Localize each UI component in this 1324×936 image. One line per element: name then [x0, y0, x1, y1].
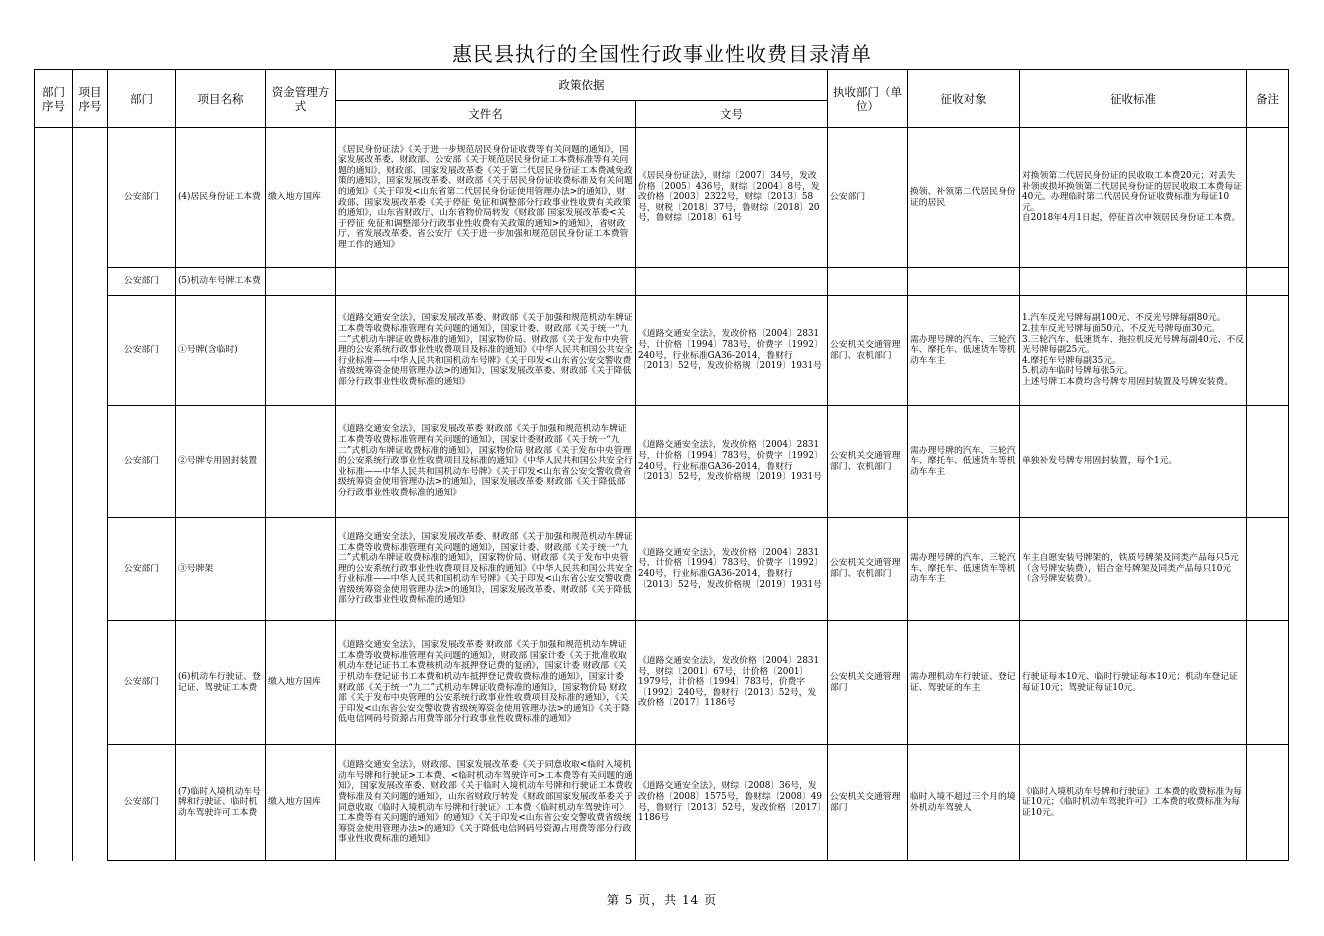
table-row: [35, 745, 1289, 861]
standard-cell: 单独补发号牌专用固封装置，每个1元。: [1020, 406, 1247, 518]
dept-cell: 公安部门: [108, 518, 176, 621]
standard-cell: 1.汽车反光号牌每副100元、不反光号牌每副80元。 2.挂车反光号牌每面50元、不反光号牌每面30元。 3.三轮汽车、低速货车、拖拉机反光号牌每副40元、不反光号牌每副25元。 4.摩托车号牌每副35元。 5.机动车临时号牌每张5元。 上述号牌工本费均含号牌专用固封装置及号牌安装费。: [1020, 296, 1247, 406]
doc-name-cell: 《道路交通安全法》，国家发展改革委 财政部《关于加强和规范机动车牌证工本费等收费标准管理有关问题的通知》，财政部 国家计委《关于批准收取机动车登记证书工本费核机动车抵押登记费的复函》，国家计委 财政部《关于机动车登记证书工本费和机动车抵押登记费收费标准的通知》，国家计委 财政部《关于统一“九二”式机动车牌证收费标准的通知》，国家物价局 财政部《关于发布中央管理的公安系统行政事业性收费项目及标准的通知》，《关于印发<山东省公安交警收费省级统筹资金使用管理办法>的通知》《关于降低电信网码号资源占用费等部分行政事业性收费标准的通知》: [336, 621, 636, 745]
header-doc-name: 文件名: [336, 101, 636, 128]
target-cell: 需办理机动车行驶证、登记证、驾驶证的车主: [908, 621, 1020, 745]
fund-cell: [266, 296, 336, 406]
standard-cell: 车主自愿安装号牌架的，铁质号牌架及同类产品每只5元（含号牌安装费），铝合金号牌架及同类产品每只10元（含号牌安装费）。: [1020, 518, 1247, 621]
header-exec-dept: 执收部门（单位）: [828, 70, 908, 128]
target-cell: 临时入境不超过三个月的境外机动车驾驶人: [908, 745, 1020, 861]
standard-cell: [1020, 268, 1247, 296]
header-fund-mgmt: 资金管理方式: [266, 70, 336, 128]
item-name-cell: ②号牌专用固封装置: [176, 406, 266, 518]
remark-cell: [1247, 745, 1289, 861]
standard-cell: 《临时入境机动车号牌和行驶证》工本费的收费标准为每证10元；《临时机动车驾驶许可》工本费的收费标准为每证10元。: [1020, 745, 1247, 861]
remark-cell: [1247, 406, 1289, 518]
exec-dept-cell: 公安机关交通管理部门: [828, 621, 908, 745]
item-name-cell: (5)机动车号牌工本费: [176, 268, 266, 296]
fee-catalog-table: [34, 69, 1289, 861]
dept-cell: 公安部门: [108, 268, 176, 296]
page-number: 第 5 页，共 14 页: [606, 893, 718, 907]
exec-dept-cell: 公安机关交通管理部门、农机部门: [828, 296, 908, 406]
item-name-cell: ③号牌架: [176, 518, 266, 621]
target-cell: 需办理号牌的汽车、三轮汽车、摩托车、低速货车等机动车车主: [908, 296, 1020, 406]
table-row: [35, 128, 1289, 268]
fund-cell: [266, 518, 336, 621]
header-doc-no: 文号: [636, 101, 828, 128]
header-target: 征收对象: [908, 70, 1020, 128]
doc-no-cell: 《道路交通安全法》，发改价格〔2004〕2831号，计价格〔1994〕783号，价费字〔1992〕240号，行业标准GA36-2014，鲁财行〔2013〕52号，发改价格规〔2019〕1931号: [636, 518, 828, 621]
table-row: [35, 296, 1289, 406]
remark-cell: [1247, 518, 1289, 621]
doc-name-cell: 《居民身份证法》《关于进一步规范居民身份证收费等有关问题的通知》，国家发展改革委、财政部、公安部《关于规范居民身份证工本费标准等有关问题的通知》，财政部、国家发展改革委《关于第二代居民身份证工本费减免政策的通知》，国家发展改革委、财政部《关于居民身份证收费标准及有关问题的通知》《关于印发<山东省第二代居民身份证使用管理办法>的通知》，财政部、国家发展改革委《关于停征 免征和调整部分行政事业性收费有关政策的通知》，山东省财政厅、山东省物价局转发《财政部 国家发展改革委<关于停征 免征和调整部分行政事业性收费有关政策的通知>的通知》，省财政厅、省发展改革委、省公安厅《关于进一步加强和规范居民身份证工本费管理工作的通知》: [336, 128, 636, 268]
exec-dept-cell: 公安部门: [828, 128, 908, 268]
standard-cell: 对换领第二代居民身份证的民收取工本费20元；对丢失补领或损坏换领第二代居民身份证的居民收取工本费每证40元。办理临时第二代居民身份证收费标准为每证10元。 自2018年4月1日起，停征首次申领居民身份证工本费。: [1020, 128, 1247, 268]
fund-cell: 缴入地方国库: [266, 745, 336, 861]
header-item-name: 项目名称: [176, 70, 266, 128]
exec-dept-cell: [828, 268, 908, 296]
fund-cell: [266, 268, 336, 296]
dept-cell: 公安部门: [108, 128, 176, 268]
exec-dept-cell: 公安机关交通管理部门、农机部门: [828, 518, 908, 621]
page-title: 惠民县执行的全国性行政事业性收费目录清单: [452, 42, 872, 66]
item-seq-cell: [73, 128, 108, 861]
doc-no-cell: 《道路交通安全法》，发改价格〔2004〕2831号，财综〔2001〕67号，计价格〔2001〕1979号，计价格〔1994〕783号，价费字〔1992〕240号，鲁财行〔2013〕52号，发改价格〔2017〕1186号: [636, 621, 828, 745]
dept-cell: 公安部门: [108, 296, 176, 406]
header-standard: 征收标准: [1020, 70, 1247, 128]
fund-cell: 缴入地方国库: [266, 621, 336, 745]
doc-no-cell: [636, 268, 828, 296]
dept-cell: 公安部门: [108, 621, 176, 745]
table-row: [35, 621, 1289, 745]
doc-no-cell: 《道路交通安全法》，财综〔2008〕36号，发改价格〔2008〕1575号，鲁财综〔2008〕49号，鲁财行〔2013〕52号，发改价格〔2017〕1186号: [636, 745, 828, 861]
target-cell: 换领、补领第二代居民身份证的居民: [908, 128, 1020, 268]
remark-cell: [1247, 128, 1289, 268]
exec-dept-cell: 公安机关交通管理部门: [828, 745, 908, 861]
table-row: [35, 406, 1289, 518]
fund-cell: [266, 406, 336, 518]
target-cell: 需办理号牌的汽车、三轮汽车、摩托车、低速货车等机动车车主: [908, 406, 1020, 518]
table-row: [35, 518, 1289, 621]
doc-name-cell: 《道路交通安全法》，财政部、国家发展改革委《关于同意收取<临时入境机动车号牌和行驶证>工本费、<临时机动车驾驶许可>工本费等有关问题的通知》，国家发展改革委、财政部《关于临时入境机动车号牌和行驶证工本费收费标准及有关问题的通知》，山东省财政厅转发《财政部国家发展改革委关于同意收取〈临时入境机动车号牌和行驶证〉工本费〈临时机动车驾驶许可〉工本费等有关问题的通知》的通知》《关于印发<山东省公安交警收费省级统筹资金使用管理办法>的通知》《关于降低电信网码号资源占用费等部分行政事业性收费标准的通知》: [336, 745, 636, 861]
header-dept-seq: 部门序号: [35, 70, 73, 128]
doc-no-cell: 《道路交通安全法》，发改价格〔2004〕2831号，计价格〔1994〕783号，价费字〔1992〕240号，行业标准GA36-2014，鲁财行〔2013〕52号，发改价格规〔2019〕1931号: [636, 406, 828, 518]
item-name-cell: ①号牌(含临时): [176, 296, 266, 406]
doc-name-cell: 《道路交通安全法》，国家发展改革委、财政部《关于加强和规范机动车牌证工本费等收费标准管理有关问题的通知》，国家计委、财政部《关于统一“九二”式机动车牌证收费标准的通知》，国家物价局、财政部《关于发布中央管理的公安系统行政事业性收费项目及标准的通知》《中华人民共和国公共安全行业标准——中华人民共和国机动车号牌》《关于印发<山东省公安交警收费省级统筹资金使用管理办法>的通知》，国家发展改革委、财政部《关于降低部分行政事业性收费标准的通知》: [336, 296, 636, 406]
header-item-seq: 项目序号: [73, 70, 108, 128]
dept-cell: 公安部门: [108, 745, 176, 861]
remark-cell: [1247, 268, 1289, 296]
remark-cell: [1247, 621, 1289, 745]
target-cell: [908, 268, 1020, 296]
header-policy: 政策依据: [336, 70, 828, 101]
item-name-cell: (6)机动车行驶证、登记证、驾驶证工本费: [176, 621, 266, 745]
standard-cell: 行驶证每本10元、临时行驶证每本10元；机动车登记证每证10元；驾驶证每证10元。: [1020, 621, 1247, 745]
header-remark: 备注: [1247, 70, 1289, 128]
remark-cell: [1247, 296, 1289, 406]
doc-name-cell: 《道路交通安全法》，国家发展改革委、财政部《关于加强和规范机动车牌证工本费等收费标准管理有关问题的通知》，国家计委、财政部《关于统一“九二”式机动车牌证收费标准的通知》，国家物价局、财政部《关于发布中央管理的公安系统行政事业性收费项目及标准的通知》《中华人民共和国公共安全行业标准——中华人民共和国机动车号牌》《关于印发<山东省公安交警收费省级统筹资金使用管理办法>的通知》，国家发展改革委、财政部《关于降低部分行政事业性收费标准的通知》: [336, 518, 636, 621]
dept-cell: 公安部门: [108, 406, 176, 518]
doc-name-cell: 《道路交通安全法》，国家发展改革委 财政部《关于加强和规范机动车牌证工本费等收费标准管理有关问题的通知》，国家计委财政部《关于统一“九二”式机动车牌证收费标准的通知》，国家物价局 财政部《关于发布中央管理的公安系统行政事业性收费项目及标准的通知》《中华人民共和国公共安全行业标准——中华人民共和国机动车号牌》《关于印发<山东省公安交警收费省级统筹资金使用管理办法>的通知》，国家发展改革委 财政部《关于降低部分行政事业性收费标准的通知》: [336, 406, 636, 518]
item-name-cell: (7)临时入境机动车号牌和行驶证、临时机动车驾驶许可工本费: [176, 745, 266, 861]
dept-seq-cell: [35, 128, 73, 861]
doc-no-cell: 《居民身份证法》，财综〔2007〕34号，发改价格〔2005〕436号，财综〔2004〕8号，发改价格〔2003〕2322号，财综〔2013〕58号，财税〔2018〕37号，鲁财综〔2018〕20号，鲁财综〔2018〕61号: [636, 128, 828, 268]
fund-cell: 缴入地方国库: [266, 128, 336, 268]
target-cell: 需办理号牌的汽车、三轮汽车、摩托车、低速货车等机动车车主: [908, 518, 1020, 621]
doc-no-cell: 《道路交通安全法》，发改价格〔2004〕2831号，计价格〔1994〕783号，价费字〔1992〕240号，行业标准GA36-2014，鲁财行〔2013〕52号，发改价格规〔2019〕1931号: [636, 296, 828, 406]
exec-dept-cell: 公安机关交通管理部门、农机部门: [828, 406, 908, 518]
header-dept: 部门: [108, 70, 176, 128]
item-name-cell: (4)居民身份证工本费: [176, 128, 266, 268]
table-row: [35, 268, 1289, 296]
doc-name-cell: [336, 268, 636, 296]
